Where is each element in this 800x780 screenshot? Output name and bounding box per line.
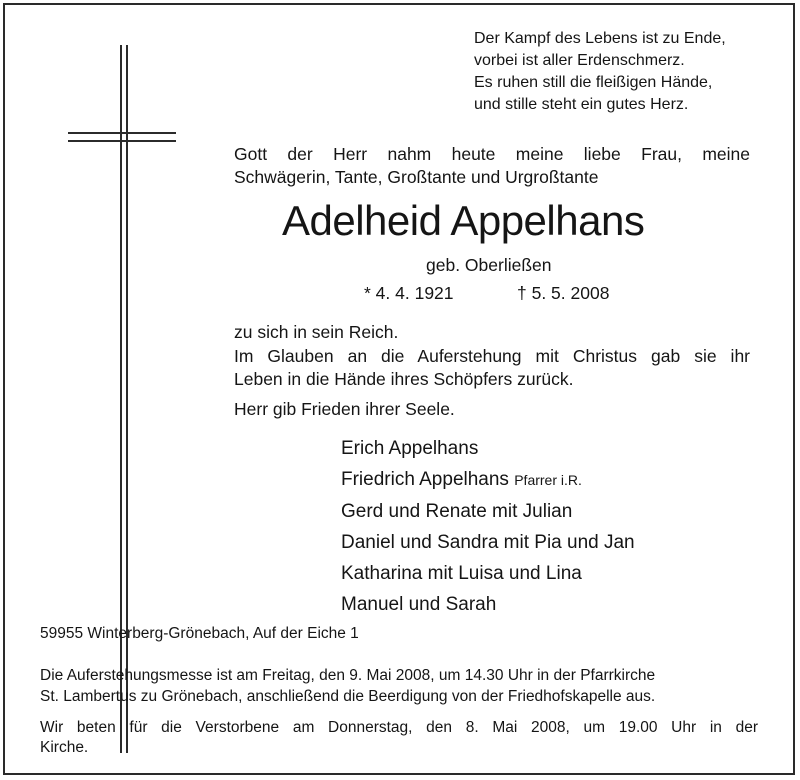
family-member-note: Pfarrer i.R. (514, 472, 582, 488)
family-member (341, 527, 635, 558)
poem-line: Es ruhen still die fleißigen Hände, (474, 74, 713, 91)
intro-line: Gott der Herr nahm heute meine liebe Frau, meine (234, 144, 750, 164)
birth-date: * 4. 4. 1921 (364, 283, 454, 303)
family-list (341, 433, 635, 620)
poem-line: vorbei ist aller Erdenschmerz. (474, 52, 685, 69)
body-line: zu sich in sein Reich. (234, 322, 399, 342)
body-line: Im Glauben an die Auferstehung mit Christus gab sie ihr (234, 346, 750, 366)
body-line: Leben in die Hände ihres Schöpfers zurück. (234, 369, 574, 389)
family-member-name: Daniel und Sandra mit Pia und Jan (341, 532, 635, 553)
family-member-name: Gerd und Renate mit Julian (341, 501, 573, 522)
family-member (341, 433, 635, 464)
family-member (341, 589, 635, 620)
family-member (341, 464, 635, 496)
family-member-name: Katharina mit Luisa und Lina (341, 563, 582, 584)
family-member-name: Manuel und Sarah (341, 594, 497, 615)
intro-line: Schwägerin, Tante, Großtante und Urgroßtante (234, 167, 599, 187)
prayer-info-line: Kirche. (40, 739, 89, 756)
poem-line: Der Kampf des Lebens ist zu Ende, (474, 30, 726, 47)
deceased-name: Adelheid Appelhans (282, 197, 645, 244)
death-date: † 5. 5. 2008 (517, 283, 610, 303)
mass-info-line: St. Lambertus zu Grönebach, anschließend die Beerdigung von der Friedhofskapelle aus. (40, 688, 656, 705)
address: 59955 Winterberg-Grönebach, Auf der Eiche 1 (40, 625, 359, 642)
body-line: Herr gib Frieden ihrer Seele. (234, 399, 455, 419)
family-member (341, 558, 635, 589)
family-member-name: Friedrich Appelhans (341, 469, 509, 490)
family-member-name: Erich Appelhans (341, 438, 479, 459)
poem (474, 28, 726, 116)
family-member (341, 496, 635, 527)
maiden-name: geb. Oberließen (426, 255, 552, 275)
mass-info-line: Die Auferstehungsmesse ist am Freitag, den 9. Mai 2008, um 14.30 Uhr in der Pfarrkirche (40, 667, 656, 684)
prayer-info-line: Wir beten für die Verstorbene am Donnerstag, den 8. Mai 2008, um 19.00 Uhr in der (40, 719, 758, 736)
poem-line: und stille steht ein gutes Herz. (474, 96, 689, 113)
